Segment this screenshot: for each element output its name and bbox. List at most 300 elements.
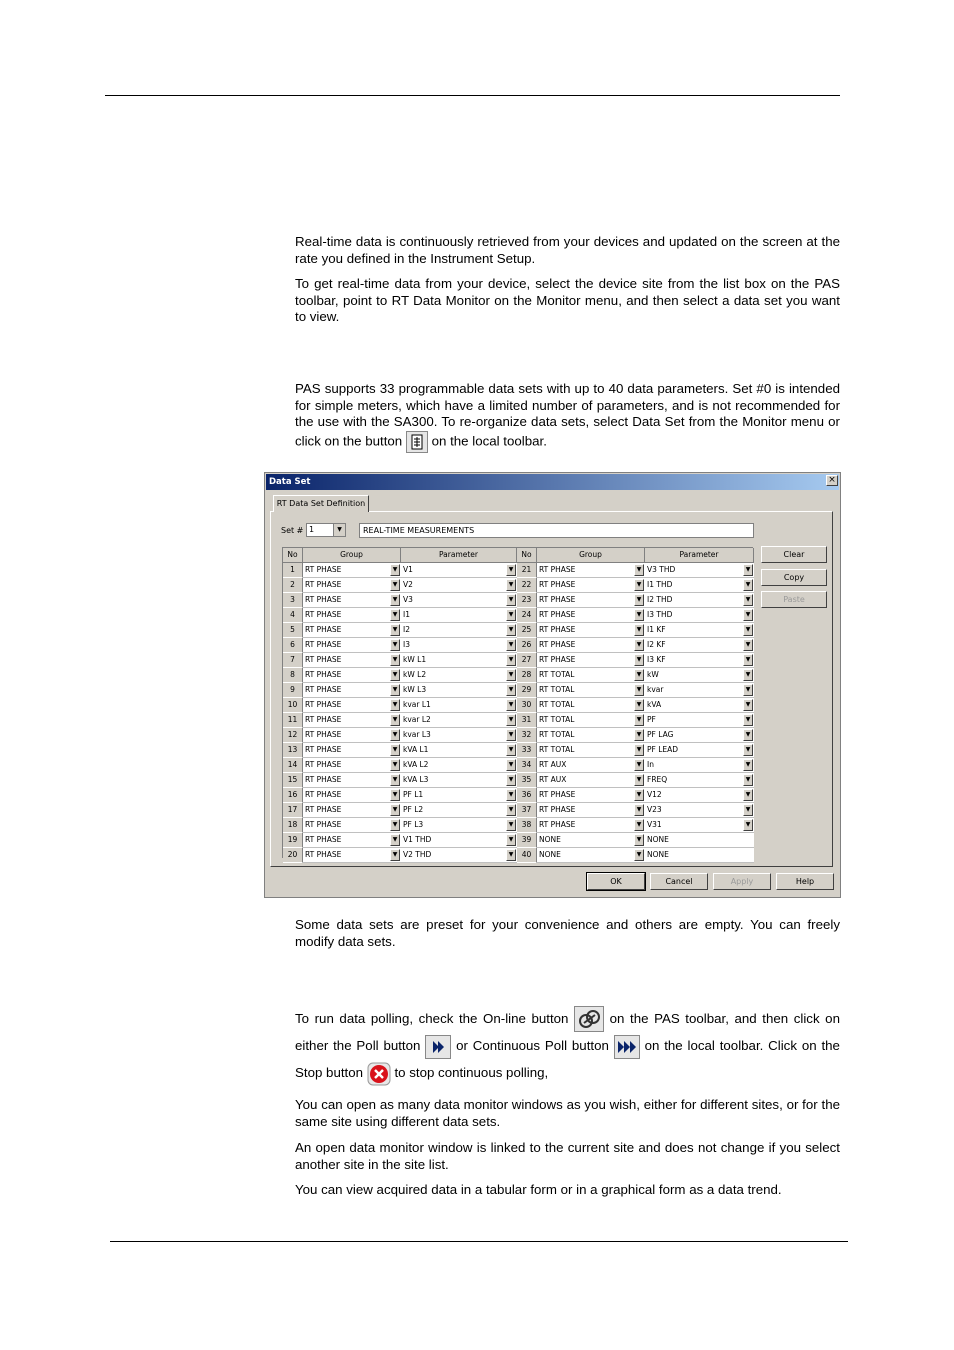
polling-text-1: To run data polling, check the On-line button: [295, 1011, 569, 1026]
chevron-down-icon[interactable]: ▼: [390, 849, 400, 861]
chevron-down-icon[interactable]: ▼: [743, 594, 753, 606]
row-number: [283, 683, 303, 698]
paragraph-data-sets-end: on the local toolbar.: [431, 433, 547, 449]
group-select-text: NONE: [539, 850, 561, 859]
chevron-down-icon[interactable]: ▼: [743, 684, 753, 696]
group-select-text: RT TOTAL: [539, 715, 575, 724]
parameter-select[interactable]: [401, 803, 517, 818]
chevron-down-icon[interactable]: ▼: [390, 684, 400, 696]
chevron-down-icon[interactable]: ▼: [506, 579, 516, 591]
group-select[interactable]: [303, 683, 401, 698]
group-select[interactable]: [537, 803, 645, 818]
group-select-text: RT PHASE: [539, 790, 576, 799]
row-number: [517, 788, 537, 803]
parameter-select[interactable]: [401, 773, 517, 788]
chevron-down-icon[interactable]: ▼: [634, 759, 644, 771]
chevron-down-icon[interactable]: ▼: [506, 804, 516, 816]
row-number-text: 36: [521, 790, 532, 799]
row-number-text: 26: [521, 640, 532, 649]
row-number: [283, 788, 303, 803]
chevron-down-icon[interactable]: ▼: [634, 744, 644, 756]
help-button[interactable]: Help: [776, 873, 834, 890]
chevron-down-icon[interactable]: ▼: [506, 654, 516, 666]
chevron-down-icon[interactable]: ▼: [743, 714, 753, 726]
parameter-select-text: I2 KF: [647, 640, 666, 649]
chevron-down-icon[interactable]: ▼: [333, 524, 345, 536]
chevron-down-icon[interactable]: ▼: [390, 789, 400, 801]
chevron-down-icon[interactable]: ▼: [390, 774, 400, 786]
row-number-text: 4: [290, 610, 295, 619]
row-number-text: 29: [521, 685, 532, 694]
row-number-text: 24: [521, 610, 532, 619]
parameter-select[interactable]: [401, 698, 517, 713]
parameter-select[interactable]: [401, 668, 517, 683]
close-icon[interactable]: ×: [826, 475, 838, 486]
parameter-select-text: V3: [403, 595, 413, 604]
chevron-down-icon[interactable]: ▼: [506, 639, 516, 651]
parameter-select[interactable]: [401, 623, 517, 638]
group-select[interactable]: [537, 623, 645, 638]
row-number-text: 1: [290, 565, 295, 574]
group-select[interactable]: [303, 698, 401, 713]
chevron-down-icon[interactable]: ▼: [743, 654, 753, 666]
column-header-no: [517, 548, 537, 563]
group-select[interactable]: [537, 683, 645, 698]
chevron-down-icon[interactable]: ▼: [634, 594, 644, 606]
row-number: [517, 818, 537, 833]
chevron-down-icon[interactable]: ▼: [390, 624, 400, 636]
row-number-text: 37: [521, 805, 532, 814]
chevron-down-icon[interactable]: ▼: [634, 624, 644, 636]
row-number: [283, 758, 303, 773]
chevron-down-icon[interactable]: ▼: [390, 804, 400, 816]
chevron-down-icon[interactable]: ▼: [390, 654, 400, 666]
row-number: [517, 848, 537, 863]
chevron-down-icon[interactable]: ▼: [390, 834, 400, 846]
column-header-parameter-text: Parameter: [679, 550, 719, 559]
parameter-select[interactable]: [401, 728, 517, 743]
parameter-select-text: V23: [647, 805, 662, 814]
parameter-select[interactable]: [401, 683, 517, 698]
row-number: [283, 608, 303, 623]
parameter-select-text: kW L3: [403, 685, 427, 694]
chevron-down-icon[interactable]: ▼: [390, 729, 400, 741]
group-select[interactable]: [303, 668, 401, 683]
parameter-select[interactable]: [645, 653, 754, 668]
paragraph-preset: Some data sets are preset for your convenience and others are empty. You can freely modify data sets.: [295, 917, 840, 949]
chevron-down-icon[interactable]: ▼: [390, 594, 400, 606]
row-number: [283, 803, 303, 818]
parameter-select-text: In: [647, 760, 654, 769]
group-select-text: RT PHASE: [305, 640, 342, 649]
parameter-select-text: NONE: [647, 835, 669, 844]
row-number-text: 3: [290, 595, 295, 604]
parameter-select[interactable]: [401, 713, 517, 728]
chevron-down-icon[interactable]: ▼: [743, 579, 753, 591]
row-number-text: 16: [287, 790, 298, 799]
group-select-text: RT PHASE: [305, 745, 342, 754]
chevron-down-icon[interactable]: ▼: [506, 684, 516, 696]
row-number: [283, 623, 303, 638]
parameter-select[interactable]: [645, 698, 754, 713]
chevron-down-icon[interactable]: ▼: [634, 564, 644, 576]
row-number-text: 7: [290, 655, 295, 664]
group-select-text: RT TOTAL: [539, 670, 575, 679]
row-number: [517, 668, 537, 683]
chevron-down-icon[interactable]: ▼: [743, 744, 753, 756]
group-select-text: RT PHASE: [539, 655, 576, 664]
paragraph-realtime-intro: Real-time data is continuously retrieved from your devices and updated on the screen at the rate you defined in the Instrument Setup.: [295, 234, 840, 266]
chevron-down-icon[interactable]: ▼: [743, 774, 753, 786]
row-number-text: 28: [521, 670, 532, 679]
parameter-select[interactable]: [401, 563, 517, 578]
chevron-down-icon[interactable]: ▼: [506, 714, 516, 726]
group-select[interactable]: [537, 788, 645, 803]
chevron-down-icon[interactable]: ▼: [506, 624, 516, 636]
chevron-down-icon[interactable]: ▼: [743, 624, 753, 636]
parameter-select[interactable]: [645, 608, 754, 623]
row-number-text: 27: [521, 655, 532, 664]
parameter-select-text: I2: [403, 625, 410, 634]
chevron-down-icon[interactable]: ▼: [506, 819, 516, 831]
group-select-text: RT AUX: [539, 775, 567, 784]
parameter-select[interactable]: [645, 593, 754, 608]
row-number: [283, 593, 303, 608]
chevron-down-icon[interactable]: ▼: [506, 774, 516, 786]
group-select-text: RT PHASE: [305, 850, 342, 859]
row-number: [283, 743, 303, 758]
chevron-down-icon[interactable]: ▼: [743, 819, 753, 831]
group-select-text: RT PHASE: [305, 760, 342, 769]
polling-text-4: on the local toolbar. Click on the Stop button: [295, 1038, 840, 1081]
parameter-select-text: kvar: [647, 685, 664, 694]
row-number-text: 17: [287, 805, 298, 814]
parameter-select-text: kW L2: [403, 670, 427, 679]
parameter-select[interactable]: [645, 788, 754, 803]
parameter-select-text: kVA L1: [403, 745, 429, 754]
row-number: [283, 833, 303, 848]
paste-button[interactable]: Paste: [761, 591, 827, 608]
group-select[interactable]: [303, 818, 401, 833]
parameter-select-text: PF LAG: [647, 730, 674, 739]
chevron-down-icon[interactable]: ▼: [634, 669, 644, 681]
chevron-down-icon[interactable]: ▼: [634, 639, 644, 651]
row-number: [517, 683, 537, 698]
row-number: [517, 803, 537, 818]
parameter-select-text: I1 THD: [647, 580, 673, 589]
row-number: [517, 758, 537, 773]
data-set-grid: [282, 547, 753, 858]
group-select-text: RT PHASE: [539, 820, 576, 829]
online-icon: [574, 1006, 604, 1032]
chevron-down-icon[interactable]: ▼: [390, 609, 400, 621]
group-select-text: RT PHASE: [305, 625, 342, 634]
cancel-button[interactable]: Cancel: [650, 873, 708, 890]
chevron-down-icon[interactable]: ▼: [743, 759, 753, 771]
chevron-down-icon[interactable]: ▼: [634, 699, 644, 711]
group-select[interactable]: [537, 608, 645, 623]
chevron-down-icon[interactable]: ▼: [634, 789, 644, 801]
dialog-title: Data Set: [266, 474, 839, 490]
chevron-down-icon[interactable]: ▼: [634, 849, 644, 861]
parameter-select[interactable]: [645, 743, 754, 758]
polling-text-5: to stop continuous polling,: [394, 1065, 549, 1081]
group-select-text: RT PHASE: [305, 580, 342, 589]
apply-button[interactable]: Apply: [713, 873, 771, 890]
parameter-select[interactable]: [645, 773, 754, 788]
group-select[interactable]: [303, 758, 401, 773]
group-select[interactable]: [537, 698, 645, 713]
group-select[interactable]: [303, 848, 401, 863]
group-select-text: RT PHASE: [539, 805, 576, 814]
group-select[interactable]: [537, 818, 645, 833]
group-select[interactable]: [537, 833, 645, 848]
chevron-down-icon[interactable]: ▼: [743, 804, 753, 816]
group-select-text: RT TOTAL: [539, 730, 575, 739]
group-select[interactable]: [537, 743, 645, 758]
chevron-down-icon[interactable]: ▼: [634, 774, 644, 786]
chevron-down-icon[interactable]: ▼: [506, 729, 516, 741]
parameter-select[interactable]: [401, 578, 517, 593]
row-number: [517, 563, 537, 578]
row-number-text: 21: [521, 565, 532, 574]
group-select[interactable]: [303, 563, 401, 578]
group-select-text: RT PHASE: [305, 685, 342, 694]
group-select-text: RT PHASE: [539, 565, 576, 574]
row-number: [283, 728, 303, 743]
group-select-text: RT TOTAL: [539, 700, 575, 709]
paragraph-data-sets: [295, 381, 840, 453]
group-select-text: RT PHASE: [305, 820, 342, 829]
chevron-down-icon[interactable]: ▼: [634, 579, 644, 591]
parameter-select-text: I2 THD: [647, 595, 673, 604]
group-select[interactable]: [537, 563, 645, 578]
set-name-input[interactable]: REAL-TIME MEASUREMENTS: [359, 523, 754, 538]
chevron-down-icon[interactable]: ▼: [506, 744, 516, 756]
row-number-text: 13: [287, 745, 298, 754]
parameter-select-text: kVA L2: [403, 760, 429, 769]
paragraph-multiple-windows: You can open as many data monitor windows as you wish, either for different sites, or for the same site using different data sets.: [295, 1097, 840, 1129]
paragraph-get-realtime: To get real-time data from your device, select the device site from the list box on the PAS toolbar, point to RT Data Monitor on the Monitor menu, and then select a data set you want to view.: [295, 276, 840, 324]
parameter-select[interactable]: [401, 788, 517, 803]
chevron-down-icon[interactable]: ▼: [506, 609, 516, 621]
group-select[interactable]: [303, 578, 401, 593]
parameter-select-text: NONE: [647, 850, 669, 859]
group-select[interactable]: [537, 578, 645, 593]
row-number-text: 31: [521, 715, 532, 724]
group-select-text: RT PHASE: [539, 625, 576, 634]
group-select[interactable]: [303, 638, 401, 653]
parameter-select-text: kvar L2: [403, 715, 431, 724]
parameter-select[interactable]: [401, 833, 517, 848]
set-number-select[interactable]: [306, 523, 346, 537]
chevron-down-icon[interactable]: ▼: [390, 714, 400, 726]
parameter-select-text: I3 THD: [647, 610, 673, 619]
chevron-down-icon[interactable]: ▼: [390, 759, 400, 771]
parameter-select[interactable]: [401, 638, 517, 653]
parameter-select[interactable]: [645, 668, 754, 683]
row-number-text: 23: [521, 595, 532, 604]
chevron-down-icon[interactable]: ▼: [743, 564, 753, 576]
chevron-down-icon[interactable]: ▼: [506, 669, 516, 681]
group-select[interactable]: [303, 833, 401, 848]
column-header-group: [537, 548, 645, 563]
parameter-select[interactable]: [401, 593, 517, 608]
group-select-text: RT PHASE: [539, 610, 576, 619]
parameter-select[interactable]: [645, 563, 754, 578]
row-number-text: 12: [287, 730, 298, 739]
chevron-down-icon[interactable]: ▼: [743, 729, 753, 741]
chevron-down-icon[interactable]: ▼: [634, 804, 644, 816]
row-number-text: 14: [287, 760, 298, 769]
row-number: [283, 653, 303, 668]
chevron-down-icon[interactable]: ▼: [506, 564, 516, 576]
chevron-down-icon[interactable]: ▼: [743, 609, 753, 621]
parameter-select[interactable]: [645, 803, 754, 818]
parameter-select-text: V1 THD: [403, 835, 432, 844]
group-select[interactable]: [537, 593, 645, 608]
parameter-select[interactable]: [645, 713, 754, 728]
parameter-select-text: PF L2: [403, 805, 424, 814]
chevron-down-icon[interactable]: ▼: [743, 669, 753, 681]
parameter-select-text: V1: [403, 565, 413, 574]
chevron-down-icon[interactable]: ▼: [506, 849, 516, 861]
group-select-text: RT PHASE: [305, 700, 342, 709]
column-header-parameter: [401, 548, 517, 563]
chevron-down-icon[interactable]: ▼: [634, 684, 644, 696]
chevron-down-icon[interactable]: ▼: [390, 744, 400, 756]
parameter-select-text: kW L1: [403, 655, 427, 664]
parameter-select[interactable]: [401, 848, 517, 863]
group-select-text: RT PHASE: [305, 565, 342, 574]
row-number-text: 40: [521, 850, 532, 859]
group-select[interactable]: [537, 848, 645, 863]
chevron-down-icon[interactable]: ▼: [506, 834, 516, 846]
chevron-down-icon[interactable]: ▼: [506, 594, 516, 606]
parameter-select[interactable]: [401, 743, 517, 758]
parameter-select[interactable]: [645, 758, 754, 773]
chevron-down-icon[interactable]: ▼: [390, 669, 400, 681]
chevron-down-icon[interactable]: ▼: [390, 579, 400, 591]
row-number-text: 33: [521, 745, 532, 754]
parameter-select[interactable]: [401, 608, 517, 623]
row-number-text: 32: [521, 730, 532, 739]
footer-rule: [110, 1241, 848, 1242]
parameter-select[interactable]: [645, 848, 754, 863]
chevron-down-icon[interactable]: ▼: [506, 699, 516, 711]
group-select[interactable]: [303, 593, 401, 608]
group-select[interactable]: [537, 728, 645, 743]
group-select[interactable]: [303, 608, 401, 623]
group-select[interactable]: [537, 713, 645, 728]
group-select[interactable]: [303, 713, 401, 728]
group-select[interactable]: [537, 773, 645, 788]
parameter-select[interactable]: [401, 653, 517, 668]
group-select-text: RT PHASE: [305, 835, 342, 844]
group-select[interactable]: [303, 623, 401, 638]
row-number-text: 10: [287, 700, 298, 709]
parameter-select-text: V31: [647, 820, 662, 829]
parameter-select[interactable]: [401, 818, 517, 833]
column-header-parameter-text: Parameter: [438, 550, 479, 559]
parameter-select-text: kVA L3: [403, 775, 429, 784]
row-number: [517, 593, 537, 608]
parameter-select-text: PF L1: [403, 790, 424, 799]
group-select[interactable]: [303, 653, 401, 668]
group-select-text: RT PHASE: [305, 715, 342, 724]
parameter-select[interactable]: [645, 683, 754, 698]
parameter-select-text: I1: [403, 610, 410, 619]
chevron-down-icon[interactable]: ▼: [634, 714, 644, 726]
clear-button[interactable]: Clear: [761, 546, 827, 563]
parameter-select-text: PF L3: [403, 820, 424, 829]
group-select[interactable]: [303, 773, 401, 788]
chevron-down-icon[interactable]: ▼: [634, 819, 644, 831]
group-select[interactable]: [303, 743, 401, 758]
paragraph-linked-site: An open data monitor window is linked to the current site and does not change if you select another site in the site list.: [295, 1140, 840, 1172]
parameter-select[interactable]: [645, 638, 754, 653]
parameter-select[interactable]: [645, 728, 754, 743]
column-header-group: [303, 548, 401, 563]
stop-icon: [367, 1062, 391, 1086]
parameter-select[interactable]: [645, 578, 754, 593]
chevron-down-icon[interactable]: ▼: [390, 819, 400, 831]
copy-button[interactable]: Copy: [761, 569, 827, 586]
chevron-down-icon[interactable]: ▼: [390, 699, 400, 711]
chevron-down-icon[interactable]: ▼: [506, 759, 516, 771]
tab-rt-data-set-definition[interactable]: RT Data Set Definition: [273, 495, 369, 512]
row-number: [517, 773, 537, 788]
parameter-select[interactable]: [401, 758, 517, 773]
parameter-select[interactable]: [645, 818, 754, 833]
group-select-text: RT PHASE: [539, 595, 576, 604]
chevron-down-icon[interactable]: ▼: [743, 699, 753, 711]
data-set-dialog: [264, 472, 841, 898]
group-select[interactable]: [303, 788, 401, 803]
chevron-down-icon[interactable]: ▼: [743, 639, 753, 651]
column-header-parameter: [645, 548, 754, 563]
parameter-select-text: kvar L3: [403, 730, 431, 739]
chevron-down-icon[interactable]: ▼: [634, 654, 644, 666]
group-select[interactable]: [303, 728, 401, 743]
group-select[interactable]: [537, 668, 645, 683]
row-number: [517, 578, 537, 593]
parameter-select[interactable]: [645, 833, 754, 848]
parameter-select[interactable]: [645, 623, 754, 638]
group-select[interactable]: [537, 653, 645, 668]
chevron-down-icon[interactable]: ▼: [390, 564, 400, 576]
chevron-down-icon[interactable]: ▼: [743, 789, 753, 801]
chevron-down-icon[interactable]: ▼: [390, 639, 400, 651]
chevron-down-icon[interactable]: ▼: [634, 729, 644, 741]
chevron-down-icon[interactable]: ▼: [506, 789, 516, 801]
group-select-text: RT AUX: [539, 760, 567, 769]
paragraph-view-data: You can view acquired data in a tabular form or in a graphical form as a data trend.: [295, 1182, 782, 1197]
parameter-select-text: I3 KF: [647, 655, 666, 664]
row-number: [517, 608, 537, 623]
group-select-text: RT PHASE: [305, 655, 342, 664]
chevron-down-icon[interactable]: ▼: [634, 834, 644, 846]
group-select[interactable]: [537, 638, 645, 653]
ok-button[interactable]: OK: [587, 873, 645, 890]
chevron-down-icon[interactable]: ▼: [634, 609, 644, 621]
parameter-select-text: I3: [403, 640, 410, 649]
column-header-no-text: No: [287, 550, 298, 559]
group-select[interactable]: [303, 803, 401, 818]
group-select[interactable]: [537, 758, 645, 773]
column-header-no: [283, 548, 303, 563]
header-rule: [105, 95, 840, 96]
